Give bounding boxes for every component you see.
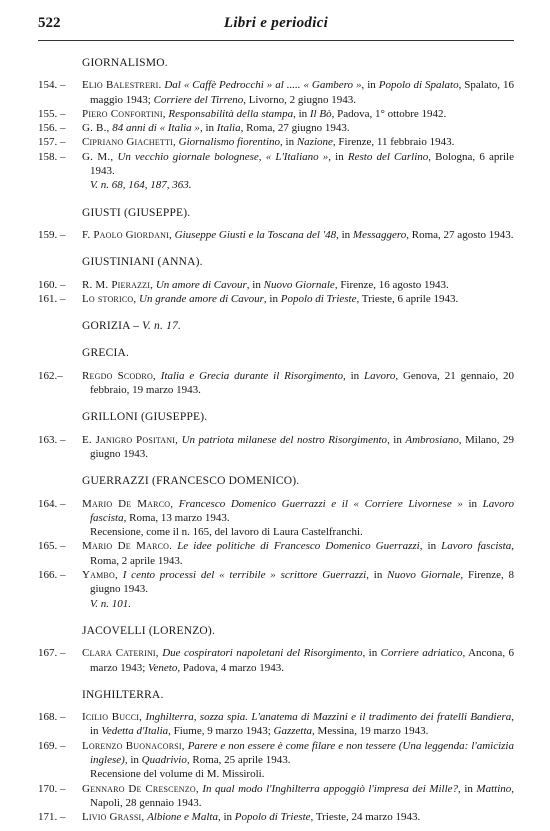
page-number: 522 bbox=[38, 15, 61, 31]
entry-author: Cipriano Giachetti, bbox=[82, 136, 176, 149]
entry-detail: , Roma, 27 giugno 1943. bbox=[240, 122, 350, 135]
entry-number: 159. – bbox=[38, 228, 66, 241]
entry-title: Lavoro bbox=[363, 369, 396, 382]
entry-detail: in bbox=[462, 497, 483, 510]
header-rule bbox=[38, 40, 514, 41]
bibliography-entry bbox=[38, 78, 514, 107]
entry-title: Responsabilità della stampa bbox=[168, 107, 294, 120]
entry-author: Piero Confortini, bbox=[82, 107, 166, 120]
entry-text bbox=[82, 228, 514, 242]
bibliography-entry bbox=[38, 228, 514, 242]
entry-title: Popolo di Trieste bbox=[234, 811, 311, 824]
entry-number: 156. – bbox=[38, 122, 66, 135]
entry-detail: , Roma, 25 aprile 1943. bbox=[186, 753, 291, 766]
entry-detail: , Firenze, 16 agosto 1943. bbox=[334, 278, 449, 291]
entry-title: Lavoro fascista bbox=[441, 540, 512, 553]
entry-detail: , in bbox=[342, 369, 364, 382]
entry-text bbox=[82, 710, 514, 739]
entry-detail: , in bbox=[293, 107, 310, 120]
entry-text bbox=[82, 646, 514, 675]
entry-author: G. M., bbox=[82, 150, 114, 163]
bibliography-entry bbox=[38, 369, 514, 398]
entry-detail: , Trieste, 24 marzo 1943. bbox=[310, 811, 421, 824]
section-heading: GRILLONI (GIUSEPPE). bbox=[82, 411, 208, 424]
entry-title: Italia e Grecia durante il Risorgimento bbox=[160, 369, 343, 382]
section-heading: GUERRAZZI (FRANCESCO DOMENICO). bbox=[82, 475, 300, 488]
entry-text bbox=[82, 568, 514, 597]
entry-detail: , in bbox=[124, 753, 142, 766]
entry-detail: , in bbox=[217, 811, 235, 824]
entry-text bbox=[82, 78, 514, 107]
entry-number: 168. – bbox=[38, 711, 66, 724]
entry-title: Veneto bbox=[148, 661, 178, 674]
bibliography-entry bbox=[38, 135, 514, 149]
entry-detail: , Padova, 4 marzo 1943. bbox=[177, 661, 284, 674]
entry-number: 160. – bbox=[38, 278, 66, 291]
entry-number: 161. – bbox=[38, 292, 66, 305]
section-heading bbox=[82, 319, 514, 333]
entry-title: In qual modo l'Inghilterra appoggiò l'impresa dei Mille? bbox=[202, 782, 459, 795]
bibliography-entry bbox=[38, 539, 514, 568]
entry-number: 155. – bbox=[38, 107, 66, 120]
entry-number: 166. – bbox=[38, 569, 66, 582]
entry-detail: , in bbox=[280, 136, 297, 149]
entry-detail: , Bologna, 6 aprile 1943. bbox=[90, 150, 514, 178]
entry-title: Corriere del Tirreno bbox=[153, 93, 244, 106]
entry-text bbox=[82, 278, 514, 292]
entry-title: Giuseppe Giusti e la Toscana del '48 bbox=[174, 228, 337, 241]
bibliography-entry bbox=[38, 433, 514, 462]
entry-title: Nuovo Giornale bbox=[263, 278, 335, 291]
entry-title: Albione e Malta bbox=[147, 811, 218, 824]
entry-detail: , Genova, 21 gennaio, 20 febbraio, 19 marzo 1943. bbox=[90, 369, 515, 397]
running-header bbox=[38, 15, 514, 37]
entry-title: Nuovo Giornale bbox=[387, 569, 461, 582]
entry-author: Mario De Marco. bbox=[82, 540, 173, 553]
entry-number: 169. – bbox=[38, 739, 66, 752]
entry-detail: , in bbox=[387, 433, 406, 446]
entry-text bbox=[82, 121, 514, 135]
entry-title: Parere e non essere è come filare e non tessere (Una leggenda: l'amicizia inglese) bbox=[90, 739, 514, 766]
entry-title: Italia bbox=[216, 122, 241, 135]
entry-title: Due cospiratori napoletani del Risorgimento bbox=[162, 647, 363, 660]
entry-number: 164. – bbox=[38, 497, 66, 510]
entry-detail: , in bbox=[246, 278, 264, 291]
bibliography-list bbox=[38, 56, 514, 824]
entry-detail: , Napoli, 28 gennaio 1943. bbox=[90, 782, 515, 809]
entry-author: Gennaro De Crescenzo, bbox=[82, 782, 199, 795]
section-heading: INGHILTERRA. bbox=[82, 688, 164, 701]
entry-title: Il Bò bbox=[309, 107, 332, 120]
entry-author: Yambo, bbox=[82, 569, 118, 582]
entry-author: G. B., bbox=[82, 122, 110, 135]
entry-title: Popolo di Spalato bbox=[378, 79, 459, 92]
entry-detail: , in bbox=[263, 292, 281, 305]
entry-author: Elio Balestreri. bbox=[82, 79, 162, 92]
entry-title: Inghilterra, sozza spia. L'anatema di Mazzini e il tradimento dei fratelli Bandiera bbox=[145, 711, 512, 724]
entry-number: 165. – bbox=[38, 540, 66, 553]
entry-author: Livio Grassi, bbox=[82, 811, 145, 824]
cross-reference: V. n. 17. bbox=[142, 320, 182, 333]
section-heading: GIUSTI (GIUSEPPE). bbox=[82, 206, 191, 219]
entry-title: Un vecchio giornale bolognese bbox=[117, 150, 259, 163]
entry-title: Un amore di Cavour bbox=[155, 278, 247, 291]
entry-title: Le idee politiche di Francesco Domenico Guerrazzi bbox=[177, 540, 420, 553]
entry-title: Nazione bbox=[296, 136, 333, 149]
bibliography-entry bbox=[38, 646, 514, 675]
entry-detail: , Firenze, 11 febbraio 1943. bbox=[332, 136, 455, 149]
entry-title: Un grande amore di Cavour bbox=[139, 292, 264, 305]
entry-detail: , Livorno, 2 giugno 1943. bbox=[243, 93, 356, 106]
bibliography-entry bbox=[38, 121, 514, 135]
bibliography-entry bbox=[38, 107, 514, 121]
entry-title: Mattino bbox=[476, 782, 512, 795]
entry-detail: , Trieste, 6 aprile 1943. bbox=[356, 292, 459, 305]
cross-reference: V. n. 68, 164, 187, 363. bbox=[90, 179, 192, 192]
entry-title: Messaggero bbox=[352, 228, 407, 241]
entry-detail: , in bbox=[328, 150, 348, 163]
cross-reference: V. n. 101. bbox=[90, 597, 132, 610]
entry-detail: , in bbox=[366, 569, 388, 582]
entry-text bbox=[82, 292, 514, 306]
entry-title: Quadrivio bbox=[141, 753, 187, 766]
entry-title: Un patriota milanese del nostro Risorgimento bbox=[181, 433, 388, 446]
entry-author: Lorenzo Buonacorsi, bbox=[82, 739, 185, 752]
bibliography-entry bbox=[38, 150, 514, 179]
entry-title: Francesco Domenico Guerrazzi e il « Corriere Livornese » bbox=[178, 497, 463, 510]
bibliography-entry bbox=[38, 810, 514, 824]
entry-detail: , in bbox=[90, 711, 515, 738]
entry-author: Clara Caterini, bbox=[82, 647, 159, 660]
entry-detail: , Fiume, 9 marzo 1943; bbox=[168, 725, 274, 738]
entry-detail: , in bbox=[361, 79, 379, 92]
entry-title: I cento processi del « terribile » scrittore Guerrazzi bbox=[122, 569, 367, 582]
entry-number: 154. – bbox=[38, 79, 66, 92]
entry-title: Popolo di Trieste bbox=[280, 292, 357, 305]
entry-number: 163. – bbox=[38, 433, 66, 446]
bibliography-entry bbox=[38, 497, 514, 526]
section-heading-text: GORIZIA – bbox=[82, 320, 143, 333]
entry-number: 170. – bbox=[38, 782, 66, 795]
section-heading: GRECIA. bbox=[82, 347, 130, 360]
entry-detail: , Roma, 27 agosto 1943. bbox=[406, 228, 514, 241]
entry-text bbox=[82, 810, 514, 824]
entry-title: Corriere adriatico bbox=[380, 647, 463, 660]
bibliography-entry bbox=[38, 710, 514, 739]
entry-detail: , in bbox=[199, 122, 217, 135]
bibliography-entry bbox=[38, 278, 514, 292]
entry-note: Recensione, come il n. 165, del lavoro di Laura Castelfranchi. bbox=[90, 526, 363, 539]
entry-text bbox=[82, 107, 514, 121]
entry-detail: , Padova, 1° ottobre 1942. bbox=[331, 107, 447, 120]
entry-detail: , Firenze, 8 giugno 1943. bbox=[90, 569, 515, 596]
entry-text bbox=[82, 782, 514, 811]
running-title: Libri e periodici bbox=[223, 15, 329, 31]
entry-title: Gazzetta bbox=[273, 725, 313, 738]
entry-detail: , Roma, 2 aprile 1943. bbox=[90, 540, 514, 567]
entry-text bbox=[82, 539, 514, 568]
entry-number: 167. – bbox=[38, 647, 66, 660]
entry-number: 158. – bbox=[38, 150, 66, 163]
entry-author: F. Paolo Giordani, bbox=[82, 228, 172, 241]
entry-detail: , bbox=[258, 150, 266, 163]
entry-author: Mario De Marco, bbox=[82, 497, 174, 510]
entry-title: Ambrosiano bbox=[405, 433, 459, 446]
entry-detail: , Roma, 13 marzo 1943. bbox=[123, 511, 230, 524]
bibliography-entry bbox=[38, 568, 514, 597]
bibliography-entry bbox=[38, 739, 514, 768]
section-heading: GIUSTINIANI (ANNA). bbox=[82, 256, 203, 269]
entry-detail: , Messina, 19 marzo 1943. bbox=[312, 725, 429, 738]
entry-number: 157. – bbox=[38, 136, 66, 149]
entry-title: 84 anni di « Italia » bbox=[112, 122, 200, 135]
entry-detail: , in bbox=[336, 228, 353, 241]
bibliography-entry bbox=[38, 292, 514, 306]
entry-text bbox=[82, 497, 514, 526]
entry-author: E. Janigro Positani, bbox=[82, 433, 179, 446]
entry-title: Resto del Carlino bbox=[347, 150, 429, 163]
entry-number: 171. – bbox=[38, 811, 66, 824]
entry-author: Icilio Bucci, bbox=[82, 711, 143, 724]
bibliography-entry bbox=[38, 782, 514, 811]
entry-detail: , Ancona, 6 marzo 1943; bbox=[90, 647, 514, 674]
entry-note: Recensione del volume di M. Missiroli. bbox=[90, 768, 265, 781]
entry-title: Giornalismo fiorentino bbox=[178, 136, 281, 149]
entry-detail: , in bbox=[419, 540, 442, 553]
entry-title: Dal « Caffè Pedrocchi » al ..... « Gambero » bbox=[164, 79, 362, 92]
entry-detail: , in bbox=[362, 647, 381, 660]
section-heading: GIORNALISMO. bbox=[82, 57, 168, 69]
entry-detail: , Milano, 29 giugno 1943. bbox=[90, 433, 514, 460]
entry-title: Lavoro fascista bbox=[90, 497, 514, 524]
entry-author: Regdo Scodro, bbox=[82, 369, 156, 382]
entry-title: « L'Italiano » bbox=[265, 150, 329, 163]
entry-author: R. M. Pierazzi, bbox=[82, 278, 154, 291]
entry-detail: , Spalato, 16 maggio 1943; bbox=[90, 79, 514, 106]
entry-text bbox=[82, 135, 514, 149]
entry-number: 162.– bbox=[38, 369, 63, 382]
section-heading: JACOVELLI (LORENZO). bbox=[82, 624, 216, 637]
entry-title: Vedetta d'Italia bbox=[101, 725, 169, 738]
entry-text bbox=[82, 433, 514, 462]
entry-text bbox=[82, 369, 514, 398]
entry-detail: , in bbox=[458, 782, 477, 795]
entry-text bbox=[82, 150, 514, 179]
entry-text bbox=[82, 739, 514, 768]
entry-author: Lo storico, bbox=[82, 292, 137, 305]
